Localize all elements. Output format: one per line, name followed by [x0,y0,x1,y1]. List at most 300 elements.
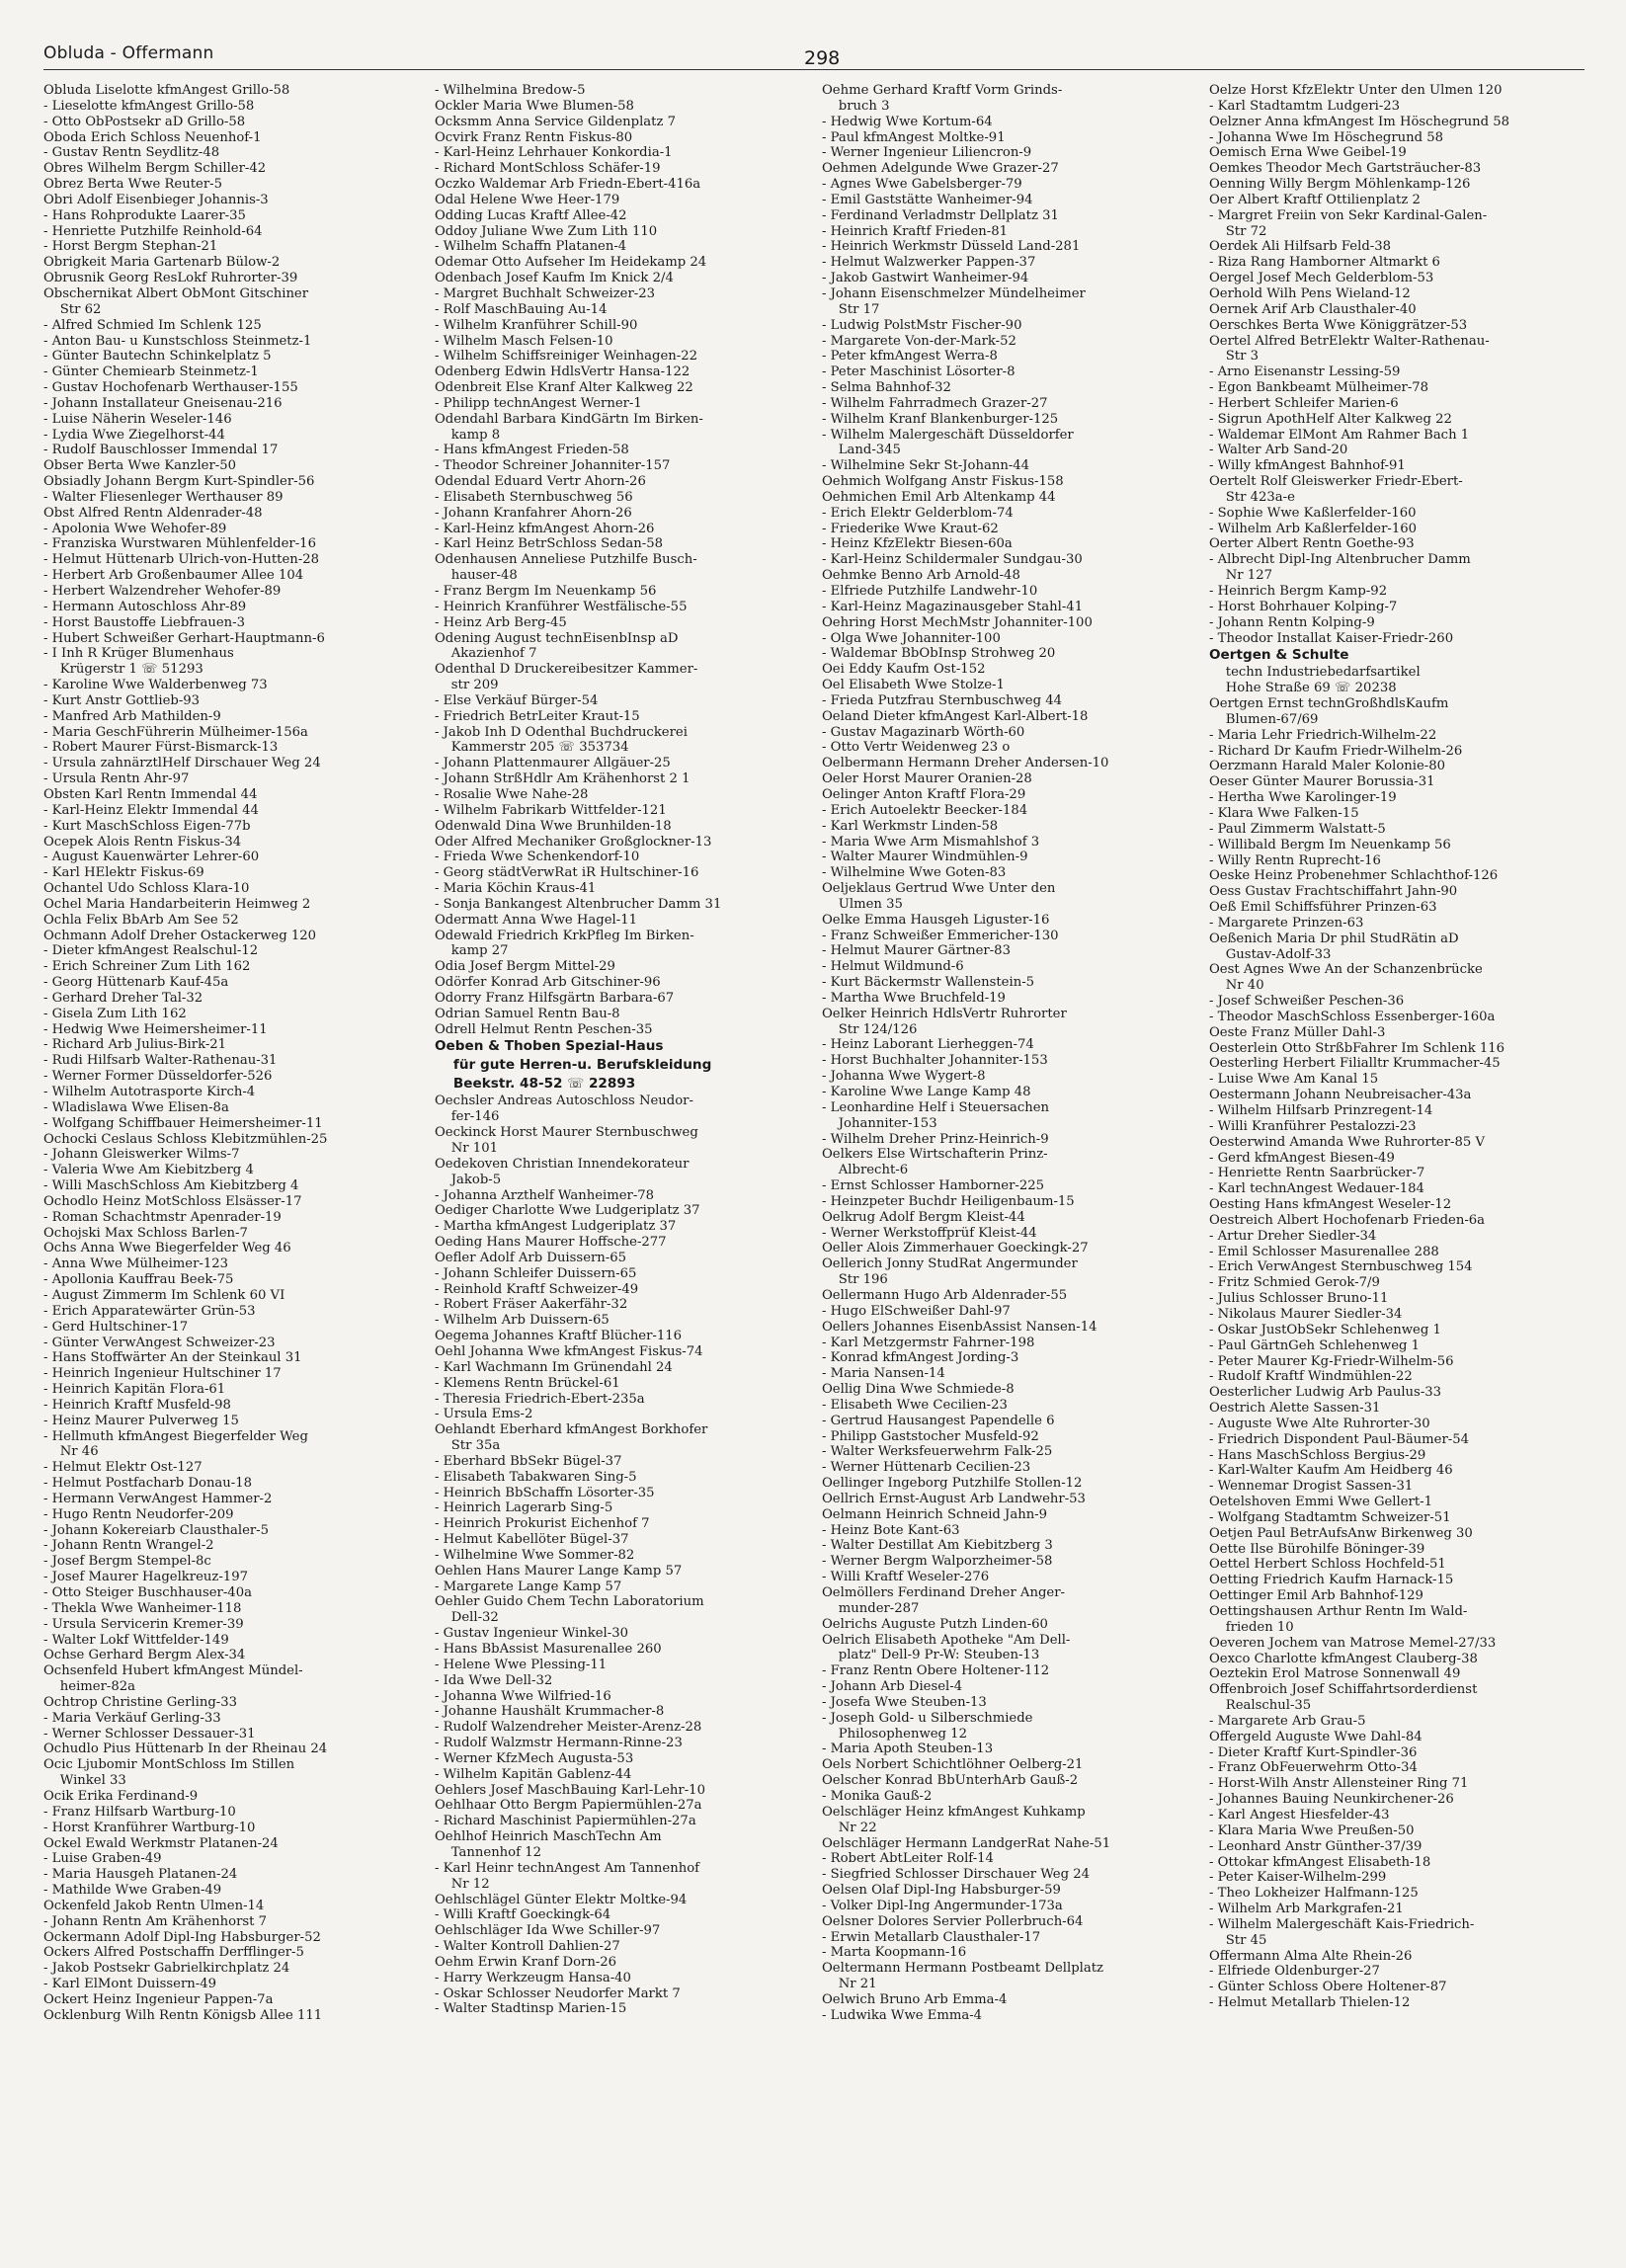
directory-entry: - Johann Kokereiarb Clausthaler-5 [43,1522,270,1538]
directory-entry: Kammerstr 205 ☏ 353734 [435,740,629,756]
directory-entry: Oenning Willy Bergm Möhlenkamp-126 [1209,177,1471,193]
directory-entry: Oeller Alois Zimmerhauer Goeckingk-27 [822,1241,1089,1256]
directory-entry: Odrian Samuel Rentn Bau-8 [435,1006,620,1021]
directory-entry: Jakob-5 [435,1172,502,1187]
directory-entry: - Werner Werkstoffprüf Kleist-44 [822,1225,1037,1241]
directory-entry: - Franz ObFeuerwehrm Otto-34 [1209,1760,1418,1776]
directory-entry: Oexco Charlotte kfmAngest Clauberg-38 [1209,1651,1478,1666]
directory-entry: - Gerd kfmAngest Biesen-49 [1209,1150,1395,1166]
directory-entry: - Johann Rentn Am Krähenhorst 7 [43,1913,268,1929]
directory-entry: - Hellmuth kfmAngest Biegerfelder Weg [43,1428,308,1444]
directory-entry: Oellrich Ernst-August Arb Landwehr-53 [822,1491,1086,1506]
directory-entry: Odörfer Konrad Arb Gitschiner-96 [435,975,661,991]
directory-entry: Oelsen Olaf Dipl-Ing Habsburger-59 [822,1883,1061,1899]
directory-entry: Ocic Ljubomir MontSchloss Im Stillen [43,1757,295,1773]
directory-entry: Odening August technEisenbInsp aD [435,630,679,646]
directory-entry: - Dieter Kraftf Kurt-Spindler-36 [1209,1744,1418,1760]
directory-entry: Oehlschläger Ida Wwe Schiller-97 [435,1923,661,1939]
directory-entry: Oetjen Paul BetrAufsAnw Birkenweg 30 [1209,1525,1473,1541]
directory-entry: - Joseph Gold- u Silberschmiede [822,1710,1033,1726]
directory-entry: - Georg städtVerwRat iR Hultschiner-16 [435,865,699,881]
directory-entry: Str 3 [1209,349,1259,364]
directory-entry: - Wilhelm Autotrasporte Kirch-4 [43,1085,256,1099]
directory-entry: Oellerich Jonny StudRat Angermunder [822,1256,1078,1272]
directory-entry: - Friederike Wwe Kraut-62 [822,521,999,536]
directory-entry: - Wilhelm Fahrradmech Grazer-27 [822,395,1048,411]
directory-entry: - Hans kfmAngest Frieden-58 [435,443,629,458]
directory-entry: - Richard Arb Julius-Birk-21 [43,1037,227,1053]
directory-entry: Oehlandt Eberhard kfmAngest Borkhofer [435,1422,708,1438]
directory-entry: - Olga Wwe Johanniter-100 [822,630,1001,646]
directory-entry: - Johanna Arzthelf Wanheimer-78 [435,1187,655,1203]
directory-entry: - Josefa Wwe Steuben-13 [822,1694,987,1710]
directory-entry: Obrusnik Georg ResLokf Ruhrorter-39 [43,271,298,286]
directory-entry: - Wilhelm Kranf Blankenburger-125 [822,411,1059,427]
directory-entry: - Wilhelm Arb Markgrafen-21 [1209,1902,1404,1917]
directory-entry: - Martha Wwe Bruchfeld-19 [822,990,1006,1006]
directory-entry: - Rudi Hilfsarb Walter-Rathenau-31 [43,1053,278,1069]
directory-entry: Oerzmann Harald Maler Kolonie-80 [1209,759,1446,774]
directory-entry: Odenbach Josef Kaufm Im Knick 2/4 [435,271,674,286]
directory-entry: - Walter Lokf Wittfelder-149 [43,1632,229,1648]
directory-entry: frieden 10 [1209,1619,1294,1635]
directory-entry: Str 17 [822,301,880,317]
directory-entry: Nr 21 [822,1977,877,1992]
directory-entry: Nr 127 [1209,568,1272,584]
directory-entry: - Karl technAngest Wedauer-184 [1209,1181,1424,1197]
directory-entry: Oeßenich Maria Dr phil StudRätin aD [1209,931,1459,946]
directory-entry: Oelkers Else Wirtschafterin Prinz- [822,1147,1048,1163]
directory-entry: - Wilhelm Kapitän Gablenz-44 [435,1766,632,1782]
directory-entry: - Willi Kranführer Pestalozzi-23 [1209,1118,1417,1134]
directory-entry: Ochtrop Christine Gerling-33 [43,1694,237,1710]
directory-entry: Nr 46 [43,1444,99,1460]
directory-entry: - Richard MontSchloss Schäfer-19 [435,161,661,177]
directory-entry: - Ludwika Wwe Emma-4 [822,2007,983,2023]
directory-entry: - Heinz Bote Kant-63 [822,1522,960,1538]
directory-entry: - Willy Rentn Ruprecht-16 [1209,852,1381,868]
directory-entry: - Rolf MaschBauing Au-14 [435,301,608,317]
directory-entry: - Werner Bergm Walporzheimer-58 [822,1554,1053,1570]
directory-entry: Oeltermann Hermann Postbeamt Dellplatz [822,1961,1103,1977]
directory-entry: Ockert Heinz Ingenieur Pappen-7a [43,1991,274,2007]
directory-entry: - Georg Hüttenarb Kauf-45a [43,975,229,991]
directory-entry: - Karoline Wwe Walderbenweg 73 [43,678,268,693]
directory-entry: - Anton Bau- u Kunstschloss Steinmetz-1 [43,333,312,349]
directory-entry: Oertelt Rolf Gleiswerker Friedr-Ebert- [1209,474,1463,490]
directory-entry: - Ida Wwe Dell-32 [435,1672,553,1688]
directory-entry: - Maria Wwe Arm Mismahlshof 3 [822,834,1040,850]
running-head: Obluda - Offermann [43,43,214,63]
directory-entry: - Horst Kranführer Wartburg-10 [43,1820,256,1835]
directory-entry: - Jakob Postsekr Gabrielkirchplatz 24 [43,1961,290,1977]
directory-entry: - Walter Arb Sand-20 [1209,443,1348,458]
directory-entry: Oczko Waldemar Arb Friedn-Ebert-416a [435,177,701,193]
directory-entry: Oehlhof Heinrich MaschTechn Am [435,1829,662,1845]
directory-entry: Oechsler Andreas Autoschloss Neudor- [435,1094,693,1109]
directory-entry: Ocksmm Anna Service Gildenplatz 7 [435,114,676,129]
directory-entry: Oelrichs Auguste Putzh Linden-60 [822,1616,1048,1632]
directory-entry: Oehring Horst MechMstr Johanniter-100 [822,614,1093,630]
directory-entry: - Lydia Wwe Ziegelhorst-44 [43,427,225,443]
directory-entry: Oeckinck Horst Maurer Sternbuschweg [435,1125,698,1141]
directory-entry: - Emil Schlosser Masurenallee 288 [1209,1244,1439,1259]
directory-entry: Oel Elisabeth Wwe Stolze-1 [822,678,1005,693]
directory-entry: Obluda Liselotte kfmAngest Grillo-58 [43,83,290,98]
directory-entry: - Horst Bohrhauer Kolping-7 [1209,599,1398,614]
directory-entry: - Harry Werkzeugm Hansa-40 [435,1970,631,1985]
directory-entry: Nr 40 [1209,978,1264,994]
directory-entry: Odendahl Barbara KindGärtn Im Birken- [435,411,703,427]
directory-entry: Oestreich Albert Hochofenarb Frieden-6a [1209,1212,1486,1228]
directory-entry: - Johann Arb Diesel-4 [822,1679,963,1695]
directory-entry: - Sophie Wwe Kaßlerfelder-160 [1209,505,1417,521]
directory-entry: Oeland Dieter kfmAngest Karl-Albert-18 [822,708,1089,724]
directory-entry: - Josef Schweißer Peschen-36 [1209,994,1405,1010]
directory-entry: - Helene Wwe Plessing-11 [435,1657,608,1672]
directory-entry: Dell-32 [435,1610,499,1626]
directory-entry: Odewald Friedrich KrkPfleg Im Birken- [435,928,694,943]
directory-entry: - Helmut Postfacharb Donau-18 [43,1476,253,1492]
directory-entry: - Maria Hausgeh Platanen-24 [43,1867,238,1883]
directory-column-3 [822,83,1182,2024]
directory-entry: - Theo Lokheizer Halfmann-125 [1209,1886,1419,1902]
directory-entry: - Wilhelm Arb Kaßlerfelder-160 [1209,521,1418,536]
directory-entry: - Nikolaus Maurer Siedler-34 [1209,1306,1403,1322]
directory-entry: - Wilhelm Hilfsarb Prinzregent-14 [1209,1103,1433,1118]
directory-entry: Ocik Erika Ferdinand-9 [43,1788,199,1804]
directory-entry: Oehl Johanna Wwe kfmAngest Fiskus-74 [435,1343,703,1359]
directory-entry: - Paul Zimmerm Walstatt-5 [1209,821,1386,837]
directory-entry: - Reinhold Kraftf Schweizer-49 [435,1281,639,1297]
directory-entry: - Klemens Rentn Brückel-61 [435,1375,620,1391]
directory-entry: - Arno Eisenanstr Lessing-59 [1209,364,1401,380]
directory-entry: - Wilhelm Malergeschäft Düsseldorfer [822,427,1074,443]
directory-entry: - Ursula zahnärztlHelf Dirschauer Weg 24 [43,756,321,771]
directory-entry: - Kurt Anstr Gottlieb-93 [43,692,201,708]
directory-entry: kamp 8 [435,427,501,443]
directory-entry: Oegema Johannes Kraftf Blücher-116 [435,1329,683,1344]
directory-entry: - Johann Schleifer Duissern-65 [435,1265,637,1281]
directory-entry: Offermann Alma Alte Rhein-26 [1209,1948,1413,1964]
directory-entry: Str 45 [1209,1932,1267,1948]
directory-entry: Odding Lucas Kraftf Allee-42 [435,207,627,223]
directory-entry: - Günter Chemiearb Steinmetz-1 [43,364,259,380]
directory-entry: Odorry Franz Hilfsgärtn Barbara-67 [435,990,675,1006]
directory-entry: - Erich Elektr Gelderblom-74 [822,505,1014,521]
directory-entry: Oedekoven Christian Innendekorateur [435,1156,690,1172]
directory-entry: - Konrad kfmAngest Jording-3 [822,1350,1019,1366]
directory-entry: Odenhausen Anneliese Putzhilfe Busch- [435,552,697,568]
directory-entry: Ochantel Udo Schloss Klara-10 [43,881,250,897]
directory-entry: - Heinrich Bergm Kamp-92 [1209,584,1388,599]
directory-entry: Oeske Heinz Probenehmer Schlachthof-126 [1209,868,1499,884]
directory-entry: - Lieselotte kfmAngest Grillo-58 [43,98,255,114]
directory-entry: - Luise Wwe Am Kanal 15 [1209,1072,1379,1088]
directory-entry: - Otto Vertr Weidenweg 23 o [822,740,1011,756]
directory-entry: Nr 101 [435,1141,498,1156]
directory-entry: - Paul GärtnGeh Schlehenweg 1 [1209,1337,1421,1353]
directory-entry: - Apollonia Kauffrau Beek-75 [43,1272,234,1288]
directory-entry: - Peter Maurer Kg-Friedr-Wilhelm-56 [1209,1353,1454,1369]
directory-entry: - Friedrich Dispondent Paul-Bäumer-54 [1209,1431,1470,1447]
directory-entry: - Gustav Ingenieur Winkel-30 [435,1626,628,1642]
directory-entry: Albrecht-6 [822,1163,909,1178]
directory-entry: Oess Gustav Frachtschiffahrt Jahn-90 [1209,884,1458,900]
directory-entry: - Wilhelmina Bredow-5 [435,83,586,98]
directory-entry: - Maria Verkäuf Gerling-33 [43,1710,221,1726]
directory-entry: - Fritz Schmied Gerok-7/9 [1209,1275,1380,1291]
directory-entry: - Helmut Metallarb Thielen-12 [1209,1995,1411,2011]
directory-entry: - Erwin Metallarb Clausthaler-17 [822,1929,1041,1945]
directory-entry: Oehmich Wolfgang Anstr Fiskus-158 [822,474,1064,490]
directory-entry: Oehlhaar Otto Bergm Papiermühlen-27a [435,1798,702,1814]
directory-entry: - Wilhelm Arb Duissern-65 [435,1313,610,1329]
directory-entry: Oettel Herbert Schloss Hochfeld-51 [1209,1557,1446,1573]
directory-entry: - Ludwig PolstMstr Fischer-90 [822,317,1022,333]
directory-entry: - Theresia Friedrich-Ebert-235a [435,1391,645,1407]
directory-entry: - Philipp technAngest Werner-1 [435,395,642,411]
directory-entry: - Johann Gleiswerker Wilms-7 [43,1147,240,1163]
directory-entry: Oelinger Anton Kraftf Flora-29 [822,786,1026,802]
directory-entry: Odenwald Dina Wwe Brunhilden-18 [435,818,672,834]
directory-entry: - Margarete Lange Kamp 57 [435,1579,622,1594]
directory-entry: - Luise Graben-49 [43,1851,162,1867]
directory-entry: Obres Wilhelm Bergm Schiller-42 [43,161,267,177]
directory-entry: - Karl Angest Hiesfelder-43 [1209,1807,1390,1822]
directory-entry: - Wilhelm Schaffn Platanen-4 [435,239,627,255]
directory-entry: - Horst Baustoffe Liebfrauen-3 [43,614,245,630]
directory-entry: - Rudolf Walzmstr Hermann-Rinne-23 [435,1736,683,1751]
directory-entry: - Gisela Zum Lith 162 [43,1006,187,1021]
directory-entry: Oemisch Erna Wwe Geibel-19 [1209,145,1407,161]
directory-entry: - Heinz Maurer Pulverweg 15 [43,1413,239,1428]
directory-entry: Obst Alfred Rentn Aldenrader-48 [43,505,263,521]
directory-entry: Oelsner Dolores Servier Pollerbruch-64 [822,1913,1084,1929]
directory-entry: - Hedwig Wwe Heimersheimer-11 [43,1021,268,1037]
directory-entry: - Karl-Heinz Lehrhauer Konkordia-1 [435,145,673,161]
directory-entry: - Helmut Kabellöter Bügel-37 [435,1532,629,1548]
directory-entry: Akazienhof 7 [435,646,537,662]
directory-entry: Str 35a [435,1438,501,1454]
directory-entry: Ockers Alfred Postschaffn Derfflinger-5 [43,1945,304,1961]
directory-entry: - Erich Schreiner Zum Lith 162 [43,959,251,975]
directory-entry: Oetelshoven Emmi Wwe Gellert-1 [1209,1495,1432,1510]
directory-entry: Ochs Anna Wwe Biegerfelder Weg 46 [43,1241,291,1256]
directory-entry: - Robert Maurer Fürst-Bismarck-13 [43,740,279,756]
directory-entry: Oelschläger Heinz kfmAngest Kuhkamp [822,1804,1086,1820]
directory-entry: - Roman Schachtmstr Apenrader-19 [43,1209,282,1225]
directory-entry: - Egon Bankbeamt Mülheimer-78 [1209,380,1429,396]
directory-entry: Oelschläger Hermann LandgerRat Nahe-51 [822,1835,1111,1851]
directory-entry: Odenthal D Druckereibesitzer Kammer- [435,662,698,678]
directory-entry: - Jakob Gastwirt Wanheimer-94 [822,271,1029,286]
directory-entry: Obser Berta Wwe Kanzler-50 [43,458,237,474]
directory-entry: - Elisabeth Wwe Cecilien-23 [822,1397,1008,1413]
directory-entry: - Frieda Wwe Schenkendorf-10 [435,850,640,865]
directory-entry: - Gerhard Dreher Tal-32 [43,990,203,1006]
directory-entry: - Emil Gaststätte Wanheimer-94 [822,192,1033,207]
directory-entry: - Artur Dreher Siedler-34 [1209,1228,1377,1244]
directory-entry: Oehmichen Emil Arb Altenkamp 44 [822,489,1056,505]
directory-entry: - Gerd Hultschiner-17 [43,1319,189,1335]
directory-entry: - Elisabeth Tabakwaren Sing-5 [435,1469,637,1485]
directory-entry: - Hans Rohprodukte Laarer-35 [43,207,246,223]
directory-entry: Oelke Emma Hausgeh Liguster-16 [822,912,1050,928]
directory-entry: bruch 3 [822,98,890,114]
directory-entry: - Karl Wachmann Im Grünendahl 24 [435,1359,673,1375]
directory-entry: Odermatt Anna Wwe Hagel-11 [435,912,637,928]
directory-entry: Oerhold Wilh Pens Wieland-12 [1209,285,1411,301]
directory-entry: - Valeria Wwe Am Kiebitzberg 4 [43,1163,254,1178]
directory-entry: Obri Adolf Eisenbieger Johannis-3 [43,192,269,207]
directory-entry: - Herbert Walzendreher Wehofer-89 [43,584,282,599]
directory-entry: - Helmut Wildmund-6 [822,959,964,975]
directory-column-4 [1209,83,1570,2011]
directory-entry: Ochla Felix BbArb Am See 52 [43,912,239,928]
directory-entry: Oellermann Hugo Arb Aldenrader-55 [822,1287,1068,1303]
directory-entry: Ockenfeld Jakob Rentn Ulmen-14 [43,1898,265,1913]
directory-entry: - Heinrich Werkmstr Düsseld Land-281 [822,239,1081,255]
directory-entry: - Franz Hilfsarb Wartburg-10 [43,1804,236,1820]
directory-entry: Oelker Heinrich HdlsVertr Ruhrorter [822,1006,1067,1021]
directory-entry: Krügerstr 1 ☏ 51293 [43,662,203,678]
directory-entry: - Willi Kraftf Weseler-276 [822,1570,990,1585]
directory-entry: - Günter Bautechn Schinkelplatz 5 [43,349,272,364]
directory-entry: - Ferdinand Verladmstr Dellplatz 31 [822,207,1059,223]
directory-entry: - Josef Maurer Hagelkreuz-197 [43,1570,248,1585]
directory-entry: platz" Dell-9 Pr-W: Steuben-13 [822,1648,1040,1663]
directory-entry: Oerter Albert Rentn Goethe-93 [1209,536,1415,552]
directory-entry: Ochsenfeld Hubert kfmAngest Mündel- [43,1663,303,1679]
directory-entry: - Oskar JustObSekr Schlehenweg 1 [1209,1322,1441,1337]
directory-entry: Odia Josef Bergm Mittel-29 [435,959,615,975]
directory-entry: Obschernikat Albert ObMont Gitschiner [43,285,309,301]
directory-entry: Oelzner Anna kfmAngest Im Höschegrund 58 [1209,114,1509,129]
directory-entry: - Heinrich Kraftf Frieden-81 [822,223,1008,239]
directory-entry: - Walter Fliesenleger Werthauser 89 [43,489,284,505]
directory-entry: - Hugo ElSchweißer Dahl-97 [822,1303,1011,1319]
directory-entry: - Marta Koopmann-16 [822,1945,967,1961]
directory-entry: - Karl-Heinz kfmAngest Ahorn-26 [435,521,655,536]
directory-entry: - Peter Maschinist Lösorter-8 [822,364,1016,380]
directory-entry: Oettingshausen Arthur Rentn Im Wald- [1209,1604,1468,1619]
directory-entry: - Johannes Bauing Neunkirchener-26 [1209,1792,1454,1808]
directory-entry: Oehmke Benno Arb Arnold-48 [822,568,1020,584]
directory-entry: - Hans Stoffwärter An der Steinkaul 31 [43,1350,302,1366]
directory-entry: für gute Herren-u. Berufskleidung [435,1057,712,1074]
directory-entry: - Peter kfmAngest Werra-8 [822,349,998,364]
directory-entry: - Johanna Wwe Wilfried-16 [435,1688,611,1704]
directory-entry: Hohe Straße 69 ☏ 20238 [1209,681,1397,696]
directory-entry: Str 62 [43,301,102,317]
directory-entry: munder-287 [822,1600,920,1616]
directory-entry: Oestrich Alette Sassen-31 [1209,1401,1381,1417]
directory-entry: - Karl Werkmstr Linden-58 [822,818,999,834]
directory-entry: - Rosalie Wwe Nahe-28 [435,786,589,802]
directory-entry: Oellinger Ingeborg Putzhilfe Stollen-12 [822,1476,1083,1492]
directory-entry: Philosophenweg 12 [822,1726,967,1742]
directory-entry: Oertgen & Schulte [1209,647,1349,664]
directory-entry: - Wilhelmine Sekr St-Johann-44 [822,458,1030,474]
directory-entry: Ulmen 35 [822,896,903,912]
directory-entry: Str 423a-e [1209,489,1295,505]
directory-entry: Oelmöllers Ferdinand Dreher Anger- [822,1585,1065,1600]
directory-entry: - Willi MaschSchloss Am Kiebitzberg 4 [43,1178,299,1194]
directory-entry: Oelmann Heinrich Schneid Jahn-9 [822,1506,1048,1522]
directory-entry: Obsiadly Johann Bergm Kurt-Spindler-56 [43,474,315,490]
directory-entry: Oer Albert Kraftf Ottilienplatz 2 [1209,192,1421,207]
directory-entry: - Johann StrßHdlr Am Krähenhorst 2 1 [435,771,691,787]
directory-entry: - Heinrich Lagerarb Sing-5 [435,1500,613,1516]
directory-entry: - Theodor Installat Kaiser-Friedr-260 [1209,630,1454,646]
directory-entry: - Heinz KfzElektr Biesen-60a [822,536,1013,552]
directory-entry: - Kurt Bäckermstr Wallenstein-5 [822,975,1035,991]
directory-entry: - Horst Buchhalter Johanniter-153 [822,1053,1048,1069]
directory-entry: Oellig Dina Wwe Schmiede-8 [822,1382,1015,1398]
directory-entry: - Margarete Prinzen-63 [1209,915,1364,931]
directory-entry: Oeler Horst Maurer Oranien-28 [822,771,1032,787]
page-number: 298 [804,47,841,69]
directory-entry: - Karl-Heinz Magazinausgeber Stahl-41 [822,599,1084,614]
directory-entry: - Siegfried Schlosser Dirschauer Weg 24 [822,1867,1090,1883]
directory-entry: Oels Norbert Schichtlöhner Oelberg-21 [822,1757,1084,1773]
directory-entry: - Hermann VerwAngest Hammer-2 [43,1491,273,1506]
directory-entry: - Herbert Schleifer Marien-6 [1209,395,1399,411]
directory-entry: - Else Verkäuf Bürger-54 [435,692,599,708]
directory-entry: - Heinrich Ingenieur Hultschiner 17 [43,1366,282,1382]
directory-entry: - Hugo Rentn Neudorfer-209 [43,1506,234,1522]
directory-entry: - Karl Metzgermstr Fahrner-198 [822,1335,1035,1350]
directory-entry: Offenbroich Josef Schiffahrtsorderdienst [1209,1682,1478,1698]
directory-entry: - Albrecht Dipl-Ing Altenbrucher Damm [1209,552,1471,568]
directory-entry: - Gustav Rentn Seydlitz-48 [43,145,220,161]
directory-entry: - Heinrich Kranführer Westfälische-55 [435,599,688,614]
directory-entry: Oefler Adolf Arb Duissern-65 [435,1250,627,1265]
directory-entry: Oeztekin Erol Matrose Sonnenwall 49 [1209,1666,1461,1682]
directory-entry: - Walter Maurer Windmühlen-9 [822,850,1028,865]
directory-entry: Oeljeklaus Gertrud Wwe Unter den [822,881,1056,897]
directory-entry: - Leonhard Anstr Günther-37/39 [1209,1838,1423,1854]
directory-entry: - Margret Freiin von Sekr Kardinal-Galen- [1209,207,1488,223]
directory-entry: Ockler Maria Wwe Blumen-58 [435,98,634,114]
directory-entry: Odemar Otto Aufseher Im Heidekamp 24 [435,255,707,271]
directory-entry: Oerdek Ali Hilfsarb Feld-38 [1209,239,1392,255]
directory-entry: - Hans MaschSchloss Bergius-29 [1209,1447,1426,1463]
directory-entry: - Horst-Wilh Anstr Allensteiner Ring 71 [1209,1776,1469,1792]
directory-entry: - Karoline Wwe Lange Kamp 48 [822,1085,1031,1099]
directory-entry: - Oskar Schlosser Neudorfer Markt 7 [435,1985,681,2001]
directory-entry: - Anna Wwe Mülheimer-123 [43,1256,229,1272]
directory-entry: Oesterlicher Ludwig Arb Paulus-33 [1209,1385,1442,1401]
directory-entry: - Margarete Von-der-Mark-52 [822,333,1016,349]
directory-entry: Gustav-Adolf-33 [1209,946,1332,962]
directory-entry: Beekstr. 48-52 ☏ 22893 [435,1076,636,1093]
directory-entry: - Johanna Wwe Im Höschegrund 58 [1209,129,1444,145]
directory-entry: - Herbert Arb Großenbaumer Allee 104 [43,568,304,584]
directory-entry: Oehmen Adelgunde Wwe Grazer-27 [822,161,1059,177]
directory-entry: - Sigrun ApothHelf Alter Kalkweg 22 [1209,411,1452,427]
directory-entry: - Ursula Ems-2 [435,1407,533,1422]
directory-entry: - Karl Heinz BetrSchloss Sedan-58 [435,536,664,552]
directory-entry: Obsten Karl Rentn Immendal 44 [43,786,258,802]
directory-entry: - Riza Rang Hamborner Altmarkt 6 [1209,255,1440,271]
directory-entry: - Karl ElMont Duissern-49 [43,1977,217,1992]
directory-entry: - Theodor MaschSchloss Essenberger-160a [1209,1009,1496,1024]
directory-entry: - Hermann Autoschloss Ahr-89 [43,599,247,614]
directory-entry: Ocvirk Franz Rentn Fiskus-80 [435,129,633,145]
directory-entry: Odenbreit Else Kranf Alter Kalkweg 22 [435,380,693,396]
